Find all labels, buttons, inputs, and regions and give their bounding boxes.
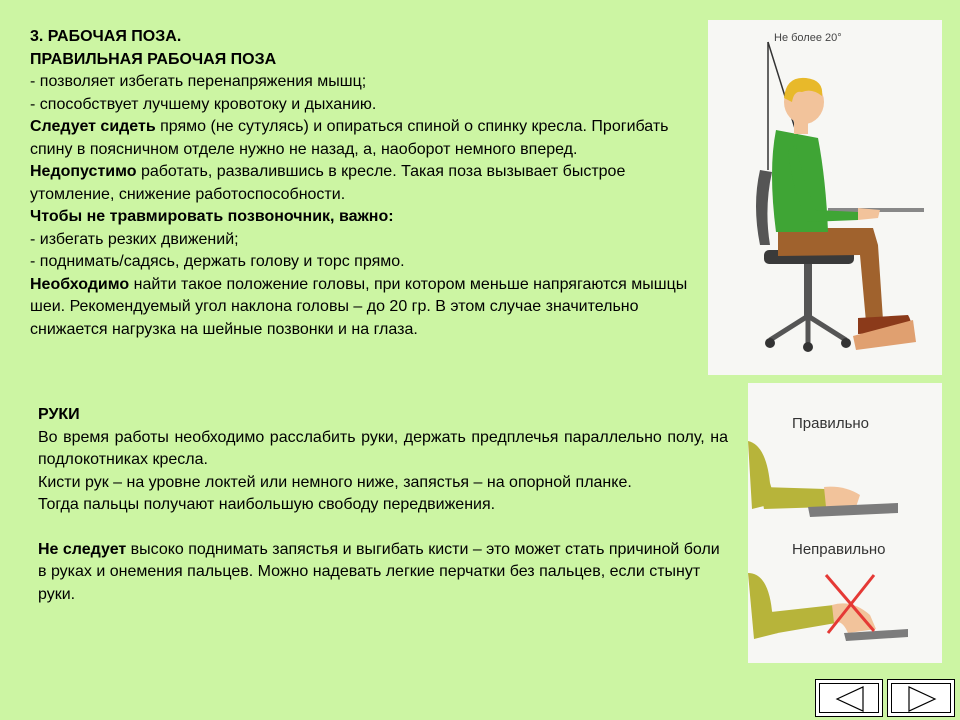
section-subtitle: ПРАВИЛЬНАЯ РАБОЧАЯ ПОЗА (30, 50, 277, 68)
seated-person-drawing (708, 20, 942, 375)
sit-paragraph (30, 116, 710, 161)
arms-paragraph-1: Во время работы необходимо расслабить руки, держать предплечья параллельно полу, на подлокотниках кресла. (38, 428, 728, 468)
arms-paragraph-2: Кисти рук – на уровне локтей или немного ниже, запястья – на опорной планке. (38, 473, 632, 491)
warning-bold: Не следует (38, 540, 127, 558)
spine-item: - избегать резких движений; (30, 230, 239, 248)
spine-item: - поднимать/садясь, держать голову и торс прямо. (30, 253, 405, 270)
warning-text: высоко поднимать запястья и выгибать кисти – это может стать причиной боли в руках и онемения пальцев. Можно надевать легкие перчатки без пальцев, если стынут руки. (38, 540, 720, 603)
section-title: 3. РАБОЧАЯ ПОЗА. (30, 28, 182, 45)
arms-heading: РУКИ (38, 406, 80, 423)
triangle-right-icon (888, 680, 956, 718)
need-text: найти такое положение головы, при котором меньше напрягаются мышцы шеи. Рекомендуемый угол наклона головы – до 20 гр. В этом случае значительно снижается нагрузка на шейные позвонки и на глаза. (30, 275, 688, 338)
sit-bold: Следует сидеть (30, 118, 156, 135)
need-bold: Необходимо (30, 275, 130, 293)
arms-section (38, 404, 728, 606)
incorrect-label: Неправильно (792, 541, 886, 558)
benefit-item: - позволяет избегать перенапряжения мышц; (30, 73, 367, 90)
arms-paragraph-3: Тогда пальцы получают наибольшую свободу передвижения. (38, 496, 496, 513)
arms-warning (38, 539, 728, 607)
next-slide-button[interactable] (887, 679, 955, 717)
hands-illustration (748, 383, 942, 663)
spacer (38, 517, 728, 539)
triangle-left-icon (816, 680, 884, 718)
angle-label: Не более 20° (774, 32, 842, 44)
benefit-item: - способствует лучшему кровотоку и дыханию. (30, 95, 377, 113)
bad-paragraph (30, 161, 710, 206)
spine-heading: Чтобы не травмировать позвоночник, важно: (30, 208, 394, 225)
correct-label: Правильно (792, 415, 870, 432)
bad-bold: Недопустимо (30, 163, 137, 180)
bad-text: работать, развалившись в кресле. Такая поза вызывает быстрое утомление, снижение работоспособности. (30, 163, 626, 203)
posture-illustration (708, 20, 942, 375)
need-paragraph (30, 274, 710, 342)
previous-slide-button[interactable] (815, 679, 883, 717)
posture-section (30, 26, 710, 341)
sit-text: прямо (не сутулясь) и опираться спиной о спинку кресла. Прогибать спину в поясничном отделе нужно не назад, а, наоборот немного вперед. (30, 118, 669, 158)
